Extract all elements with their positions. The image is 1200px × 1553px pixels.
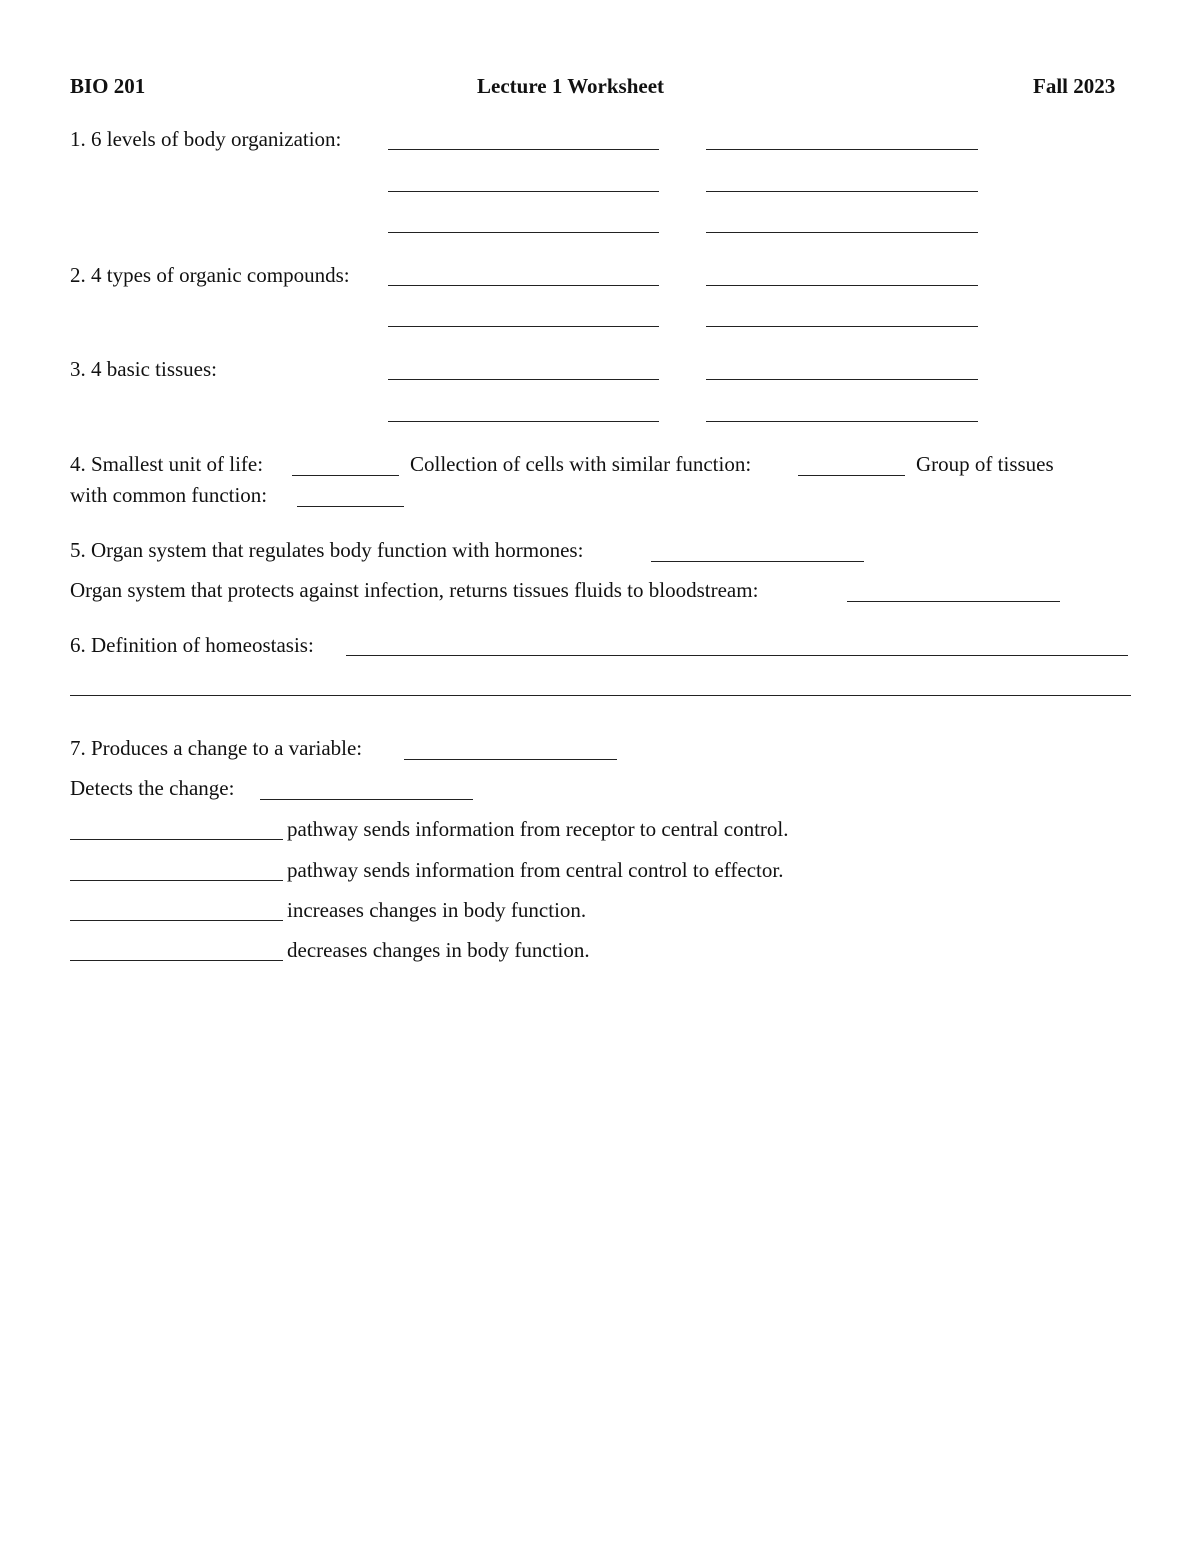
q7-blank-3[interactable] xyxy=(70,839,283,840)
q1-blank-6[interactable] xyxy=(706,232,978,233)
q6-blank-1[interactable] xyxy=(346,655,1128,656)
q3-blank-4[interactable] xyxy=(706,421,978,422)
q3-prompt: 3. 4 basic tissues: xyxy=(70,357,217,381)
q7-line3: pathway sends information from receptor to central control. xyxy=(287,817,789,841)
q7-line5: increases changes in body function. xyxy=(287,898,587,922)
q4-blank-1[interactable] xyxy=(292,475,399,476)
q1-blank-5[interactable] xyxy=(388,232,659,233)
q7-blank-2[interactable] xyxy=(260,799,473,800)
q5-blank-2[interactable] xyxy=(847,601,1060,602)
q4-part-b: Collection of cells with similar function: xyxy=(410,452,752,476)
q4-blank-2[interactable] xyxy=(798,475,905,476)
q2-blank-3[interactable] xyxy=(388,326,659,327)
q7-blank-1[interactable] xyxy=(404,759,617,760)
q7-line2: Detects the change: xyxy=(70,776,235,800)
q3-blank-3[interactable] xyxy=(388,421,659,422)
q3-blank-1[interactable] xyxy=(388,379,659,380)
q7-line6: decreases changes in body function. xyxy=(287,938,590,962)
q4-blank-3[interactable] xyxy=(297,506,404,507)
q6-blank-2[interactable] xyxy=(70,695,1131,696)
q1-blank-1[interactable] xyxy=(388,149,659,150)
course-code: BIO 201 xyxy=(70,74,146,98)
q7-blank-5[interactable] xyxy=(70,920,283,921)
term-label: Fall 2023 xyxy=(1033,74,1116,98)
q4-part-a: 4. Smallest unit of life: xyxy=(70,452,264,476)
q3-blank-2[interactable] xyxy=(706,379,978,380)
q4-part-c: Group of tissues xyxy=(916,452,1054,476)
q2-blank-1[interactable] xyxy=(388,285,659,286)
page-title: Lecture 1 Worksheet xyxy=(477,74,665,98)
q5-blank-1[interactable] xyxy=(651,561,864,562)
q1-prompt: 1. 6 levels of body organization: xyxy=(70,127,342,151)
q7-line4: pathway sends information from central control to effector. xyxy=(287,858,784,882)
q1-blank-3[interactable] xyxy=(388,191,659,192)
q7-blank-6[interactable] xyxy=(70,960,283,961)
q5-line1: 5. Organ system that regulates body function with hormones: xyxy=(70,538,584,562)
q5-line2: Organ system that protects against infection, returns tissues fluids to bloodstream: xyxy=(70,578,759,602)
q7-blank-4[interactable] xyxy=(70,880,283,881)
q2-blank-4[interactable] xyxy=(706,326,978,327)
q1-blank-4[interactable] xyxy=(706,191,978,192)
q6-prompt: 6. Definition of homeostasis: xyxy=(70,633,314,657)
q1-blank-2[interactable] xyxy=(706,149,978,150)
q7-line1: 7. Produces a change to a variable: xyxy=(70,736,363,760)
q2-prompt: 2. 4 types of organic compounds: xyxy=(70,263,350,287)
q2-blank-2[interactable] xyxy=(706,285,978,286)
q4-part-d: with common function: xyxy=(70,483,268,507)
